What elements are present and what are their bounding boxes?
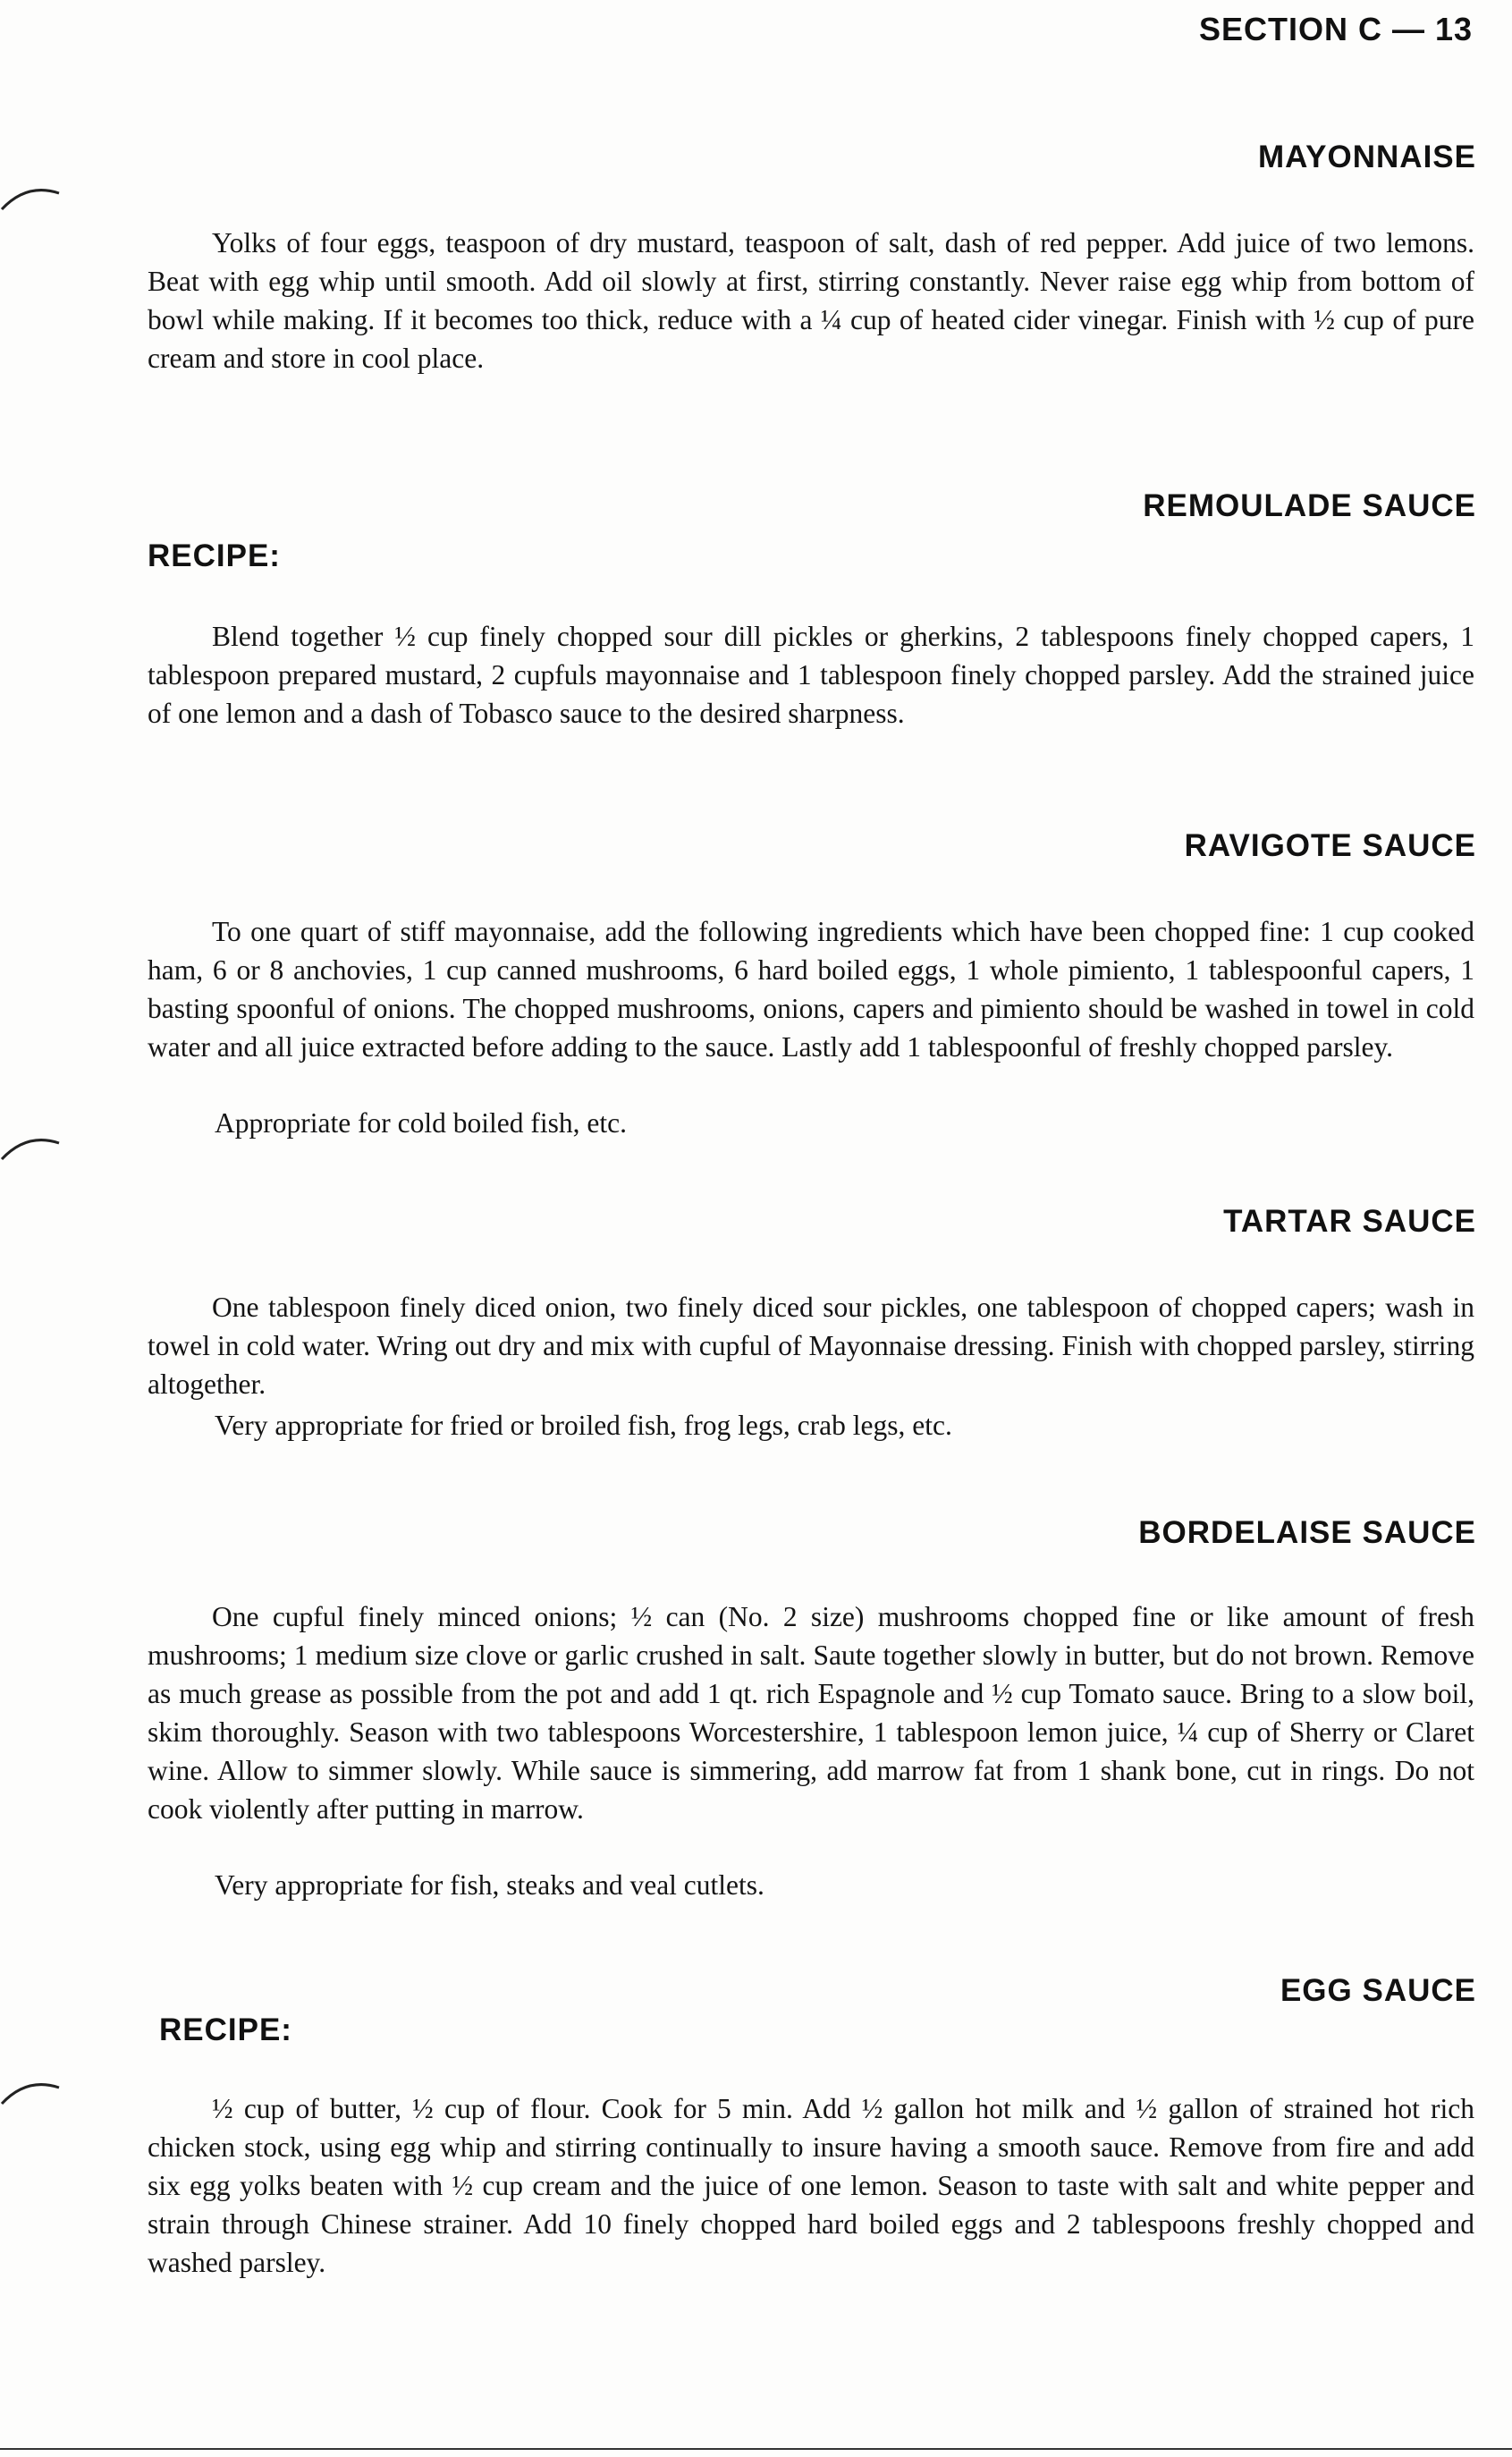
bordelaise-note: Very appropriate for fish, steaks and veal cutlets. <box>215 1869 764 1901</box>
tartar-note: Very appropriate for fried or broiled fish, frog legs, crab legs, etc. <box>215 1410 952 1441</box>
tartar-heading: TARTAR SAUCE <box>1223 1204 1476 1239</box>
binder-hole-mark <box>0 1129 61 1165</box>
page-bottom-edge <box>0 2448 1512 2450</box>
egg-sauce-heading: EGG SAUCE <box>1280 1973 1476 2008</box>
bordelaise-text: One cupful finely minced onions; ½ can (No. 2 size) mushrooms chopped fine or like amount of fresh mushrooms; 1 medium size clove or garlic crushed in salt. Saute together slowly in butter, but do not brown. Remove as much grease as possible from the pot and add 1 qt. rich Espagnole and ½ cup Tomato sauce. Bring to a slow boil, skim thoroughly. Season with two tablespoons Worcestershire, 1 tablespoon lemon juice, ¼ cup of Sherry or Claret wine. Allow to simmer slowly. While sauce is simmering, add marrow fat from 1 shank bone, cut in rings. Do not cook violently after putting in marrow. <box>148 1601 1474 1825</box>
ravigote-heading: RAVIGOTE SAUCE <box>1184 828 1476 863</box>
section-page-number: SECTION C — 13 <box>1198 11 1473 47</box>
mayonnaise-heading: MAYONNAISE <box>1257 140 1476 174</box>
binder-hole-mark <box>0 179 61 215</box>
binder-hole-mark <box>0 2073 61 2109</box>
mayonnaise-text: Yolks of four eggs, teaspoon of dry mustard, teaspoon of salt, dash of red pepper. Add juice of two lemons. Beat with egg whip until smooth. Add oil slowly at first, stirring constantly. Never raise egg whip from bottom of bowl while making. If it becomes too thick, reduce with a ¼ cup of heated cider vinegar. Finish with ½ cup of pure cream and store in cool place. <box>148 227 1474 374</box>
ravigote-text: To one quart of stiff mayonnaise, add the following ingredients which have been chopped fine: 1 cup cooked ham, 6 or 8 anchovies, 1 cup canned mushrooms, 6 hard boiled eggs, 1 whole pimiento, 1 tablespoonful capers, 1 basting spoonful of onions. The chopped mushrooms, onions, capers and pimiento should be washed in towel in cold water and all juice extracted before adding to the sauce. Lastly add 1 tablespoonful of freshly chopped parsley. <box>148 916 1474 1063</box>
ravigote-note: Appropriate for cold boiled fish, etc. <box>215 1107 627 1139</box>
bordelaise-heading: BORDELAISE SAUCE <box>1138 1515 1476 1550</box>
egg-sauce-text: ½ cup of butter, ½ cup of flour. Cook for 5 min. Add ½ gallon hot milk and ½ gallon of strained hot rich chicken stock, using egg whip and stirring continually to insure having a smooth sauce. Remove from fire and add six egg yolks beaten with ½ cup cream and the juice of one lemon. Season to taste with salt and white pepper and strain through Chinese strainer. Add 10 finely chopped hard boiled eggs and 2 tablespoons freshly chopped and washed parsley. <box>148 2093 1474 2278</box>
egg-sauce-recipe-label: RECIPE: <box>159 2012 292 2047</box>
remoulade-heading: REMOULADE SAUCE <box>1143 488 1476 523</box>
remoulade-text: Blend together ½ cup finely chopped sour dill pickles or gherkins, 2 tablespoons finely chopped capers, 1 tablespoon prepared mustard, 2 cupfuls mayonnaise and 1 tablespoon finely chopped parsley. Add the strained juice of one lemon and a dash of Tobasco sauce to the desired sharpness. <box>148 621 1474 729</box>
remoulade-recipe-label: RECIPE: <box>148 538 281 573</box>
tartar-text: One tablespoon finely diced onion, two finely diced sour pickles, one tablespoon of chopped capers; wash in towel in cold water. Wring out dry and mix with cupful of Mayonnaise dressing. Finish with chopped parsley, stirring altogether. <box>148 1292 1474 1400</box>
